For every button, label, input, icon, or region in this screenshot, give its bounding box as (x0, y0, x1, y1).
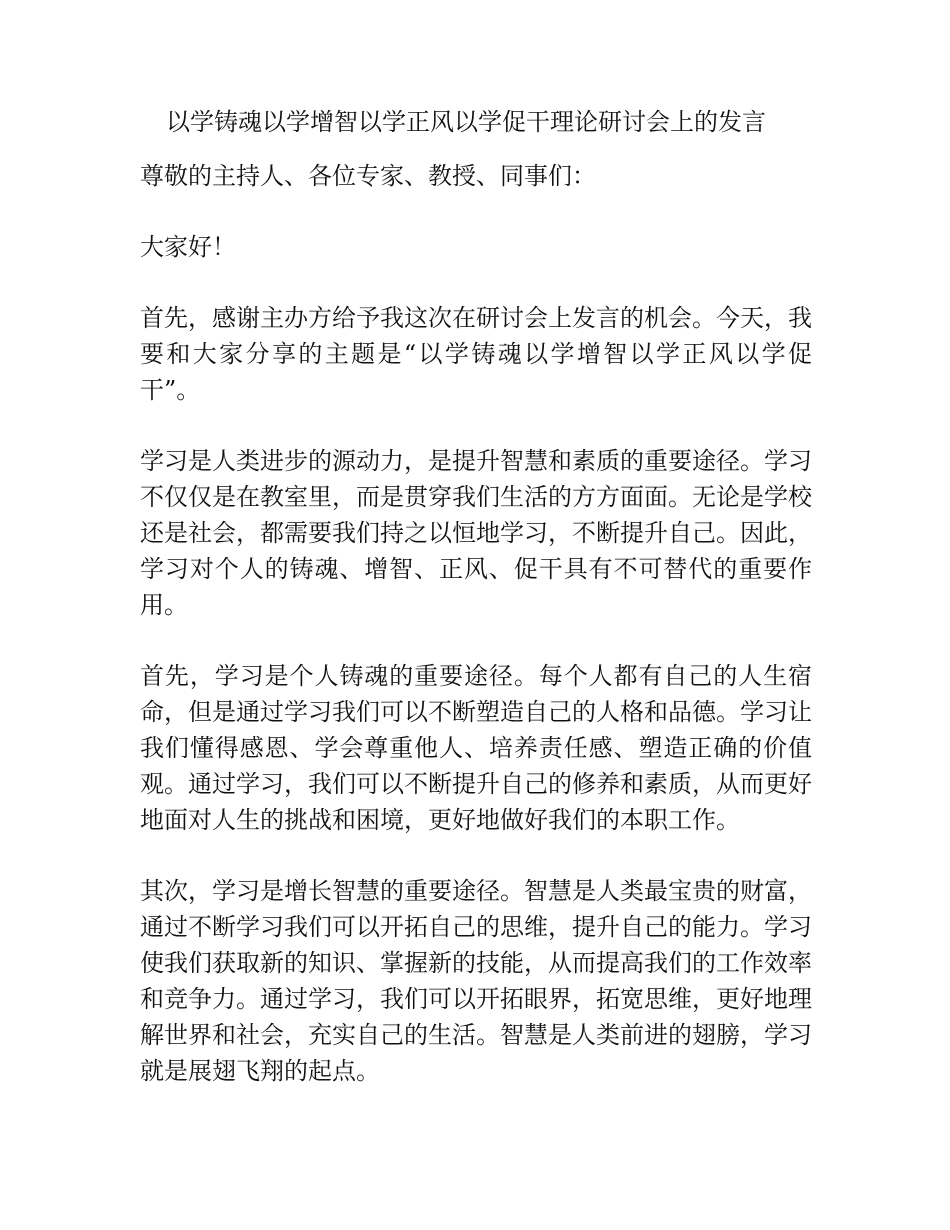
paragraph-wisdom: 其次，学习是增长智慧的重要途径。智慧是人类最宝贵的财富，通过不断学习我们可以开拓自己的思维，提升自己的能力。学习使我们获取新的知识、掌握新的技能，从而提高我们的工作效率和竞争力。通过学习，我们可以开拓眼界，拓宽思维，更好地理解世界和社会，充实自己的生活。智慧是人类前进的翅膀，学习就是展翅飞翔的起点。 (140, 877, 812, 1085)
paragraph-salutation: 尊敬的主持人、各位专家、教授、同事们： (140, 162, 596, 190)
paragraph-learning-importance: 学习是人类进步的源动力，是提升智慧和素质的重要途径。学习不仅仅是在教室里，而是贯穿我们生活的方方面面。无论是学校还是社会，都需要我们持之以恒地学习，不断提升自己。因此，学习对个人的铸魂、增智、正风、促干具有不可替代的重要作用。 (140, 447, 812, 619)
paragraph-greeting: 大家好！ (140, 233, 236, 261)
paragraph-intro: 首先，感谢主办方给予我这次在研讨会上发言的机会。今天，我要和大家分享的主题是“以学铸魂以学增智以学正风以学促干”。 (140, 304, 812, 404)
document-body (140, 158, 812, 1124)
paragraph-cast-soul: 首先，学习是个人铸魂的重要途径。每个人都有自己的人生宿命，但是通过学习我们可以不断塑造自己的人格和品德。学习让我们懂得感恩、学会尊重他人、培养责任感、塑造正确的价值观。通过学习，我们可以不断提升自己的修养和素质，从而更好地面对人生的挑战和困境，更好地做好我们的本职工作。 (140, 662, 812, 834)
document-title: 以学铸魂以学增智以学正风以学促干理论研讨会上的发言 (166, 108, 766, 136)
